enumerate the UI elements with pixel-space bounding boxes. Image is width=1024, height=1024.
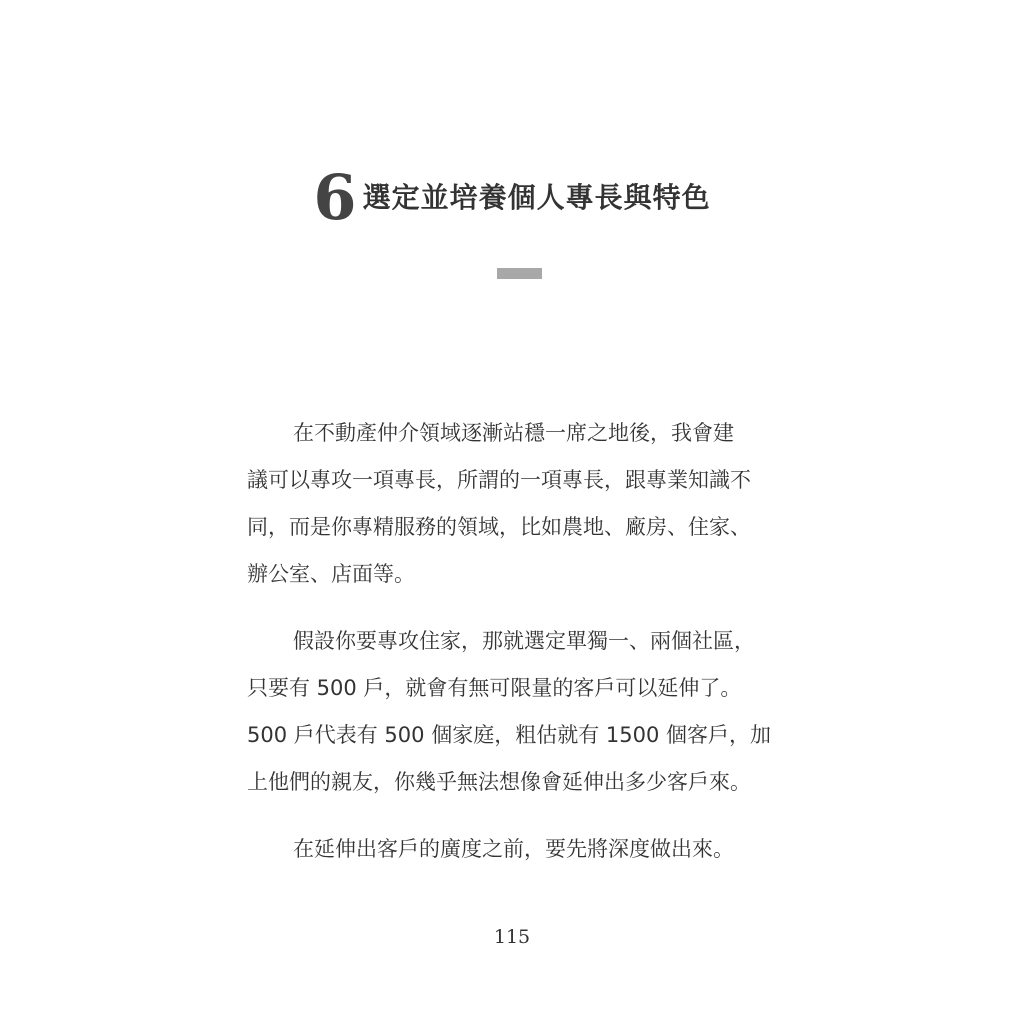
text-line: 上他們的親友，你幾乎無法想像會延伸出多少客戶來。 [247,770,751,794]
chapter-divider [497,268,542,279]
text-line: 同，而是你專精服務的領域，比如農地、廠房、住家、 [247,515,751,539]
text-line: 辦公室、店面等。 [247,562,415,586]
chapter-heading [0,158,1024,238]
page-number: 115 [493,926,531,948]
paragraph-3 [247,826,792,873]
paragraph-2 [247,618,792,806]
paragraph-1 [247,410,792,598]
body-text [247,410,792,893]
text-line: 500 戶代表有 500 個家庭，粗估就有 1500 個客戶，加 [247,723,771,747]
chapter-number: 6 [313,161,357,234]
text-line: 在延伸出客戶的廣度之前，要先將深度做出來。 [293,837,734,861]
text-line: 只要有 500 戶，就會有無可限量的客戶可以延伸了。 [247,676,742,700]
text-line: 在不動產仲介領域逐漸站穩一席之地後，我會建 [293,421,734,445]
text-line: 議可以專攻一項專長，所謂的一項專長，跟專業知識不 [247,468,751,492]
text-line: 假設你要專攻住家，那就選定單獨一、兩個社區， [293,629,755,653]
chapter-title: 選定並培養個人專長與特色 [362,181,711,214]
